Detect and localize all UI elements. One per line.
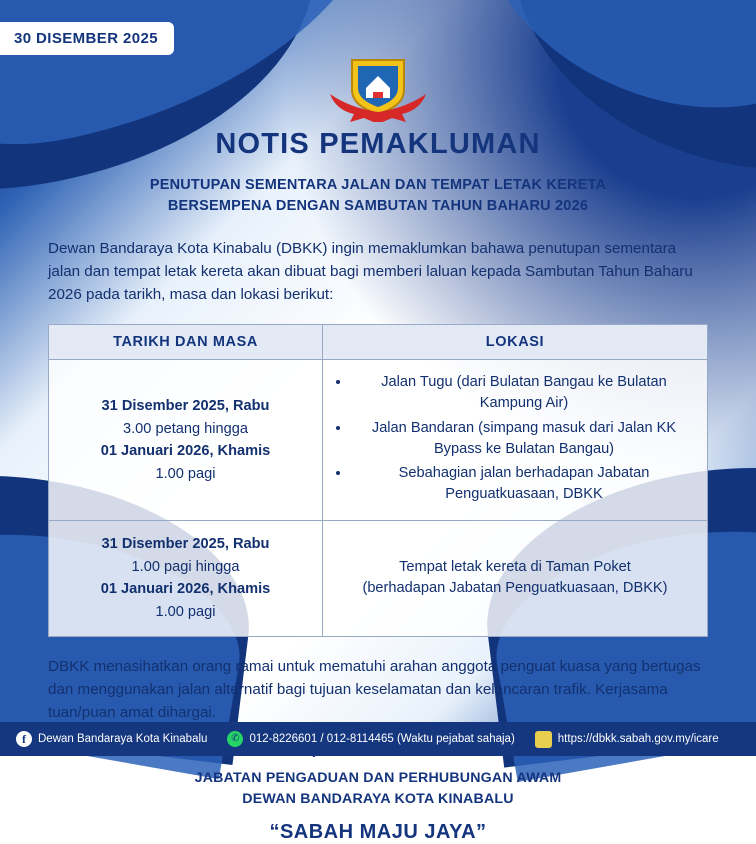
column-header-date: TARIKH DAN MASA <box>49 325 323 360</box>
footer-phone-label: 012-8226601 / 012-8114465 (Waktu pejabat sahaja) <box>249 733 515 745</box>
location-text <box>333 557 697 601</box>
footer-facebook-label: Dewan Bandaraya Kota Kinabalu <box>38 733 208 745</box>
footer-website-label: https://dbkk.sabah.gov.my/icare <box>557 733 719 745</box>
date-badge: 30 DISEMBER 2025 <box>0 22 174 55</box>
cell-location-2 <box>323 521 708 636</box>
list-item: • Jalan Tugu (dari Bulatan Bangau ke Bulatan Kampung Air) <box>351 372 697 414</box>
date-line: 1.00 pagi <box>155 604 216 621</box>
date-line: 1.00 pagi hingga <box>131 558 240 575</box>
footer-website[interactable] <box>525 731 729 748</box>
closing-paragraph: DBKK menasihatkan orang ramai untuk mematuhi arahan anggota penguat kuasa yang bertugas dan menggunakan jalan alternatif bagi tujuan keselamatan dan kelancaran trafik. Kerjasama tuan/puan amat dihargai. <box>48 657 701 721</box>
table-header-row <box>49 325 708 360</box>
subtitle-line-2: BERSEMPENA DENGAN SAMBUTAN TAHUN BAHARU 2026 <box>167 198 589 215</box>
department-line-1: JABATAN PENGADUAN DAN PERHUBUNGAN AWAM <box>194 769 562 786</box>
date-line: 3.00 petang hingga <box>123 420 248 437</box>
date-line: 01 Januari 2026, Khamis <box>100 443 271 460</box>
column-header-location: LOKASI <box>323 325 708 360</box>
list-item: • Jalan Bandaran (simpang masuk dari Jalan KK Bypass ke Bulatan Bangau) <box>351 418 697 460</box>
crest-small-icon <box>535 731 552 748</box>
cell-location-1 <box>323 360 708 521</box>
location-line: Tempat letak kereta di Taman Poket <box>399 558 631 575</box>
subtitle-line-1: PENUTUPAN SEMENTARA JALAN DAN TEMPAT LETAK KERETA <box>149 177 607 193</box>
facebook-icon: f <box>16 731 32 747</box>
table-row <box>49 360 708 521</box>
page-title: NOTIS PEMAKLUMAN <box>215 128 541 160</box>
whatsapp-icon: ✆ <box>227 731 243 747</box>
cell-date-2 <box>49 521 323 636</box>
date-line: 31 Disember 2025, Rabu <box>101 536 270 553</box>
dbkk-crest-icon <box>322 50 434 122</box>
date-line: 31 Disember 2025, Rabu <box>101 398 270 415</box>
footer-phone[interactable] <box>217 731 524 747</box>
footer-bar <box>0 722 756 756</box>
slogan: “SABAH MAJU JAYA” <box>269 821 487 844</box>
location-list <box>333 372 697 505</box>
department-line-2: DEWAN BANDARAYA KOTA KINABALU <box>242 790 514 807</box>
location-line: (berhadapan Jabatan Penguatkuasaan, DBKK) <box>362 580 668 597</box>
cell-date-1 <box>49 360 323 521</box>
footer-facebook[interactable] <box>0 731 217 747</box>
list-item: • Sebahagian jalan berhadapan Jabatan Penguatkuasaan, DBKK <box>351 463 697 505</box>
table-row <box>49 521 708 636</box>
intro-paragraph: Dewan Bandaraya Kota Kinabalu (DBKK) ingin memaklumkan bahawa penutupan sementara jalan dan tempat letak kereta akan dibuat bagi memberi laluan kepada Sambutan Tahun Baharu 2026 pada tarikh, masa dan lokasi berikut: <box>48 240 693 304</box>
issuing-department <box>0 768 756 809</box>
notice-table <box>48 324 708 636</box>
page-subtitle <box>0 175 756 217</box>
date-line: 01 Januari 2026, Khamis <box>100 581 271 598</box>
date-line: 1.00 pagi <box>155 465 216 482</box>
